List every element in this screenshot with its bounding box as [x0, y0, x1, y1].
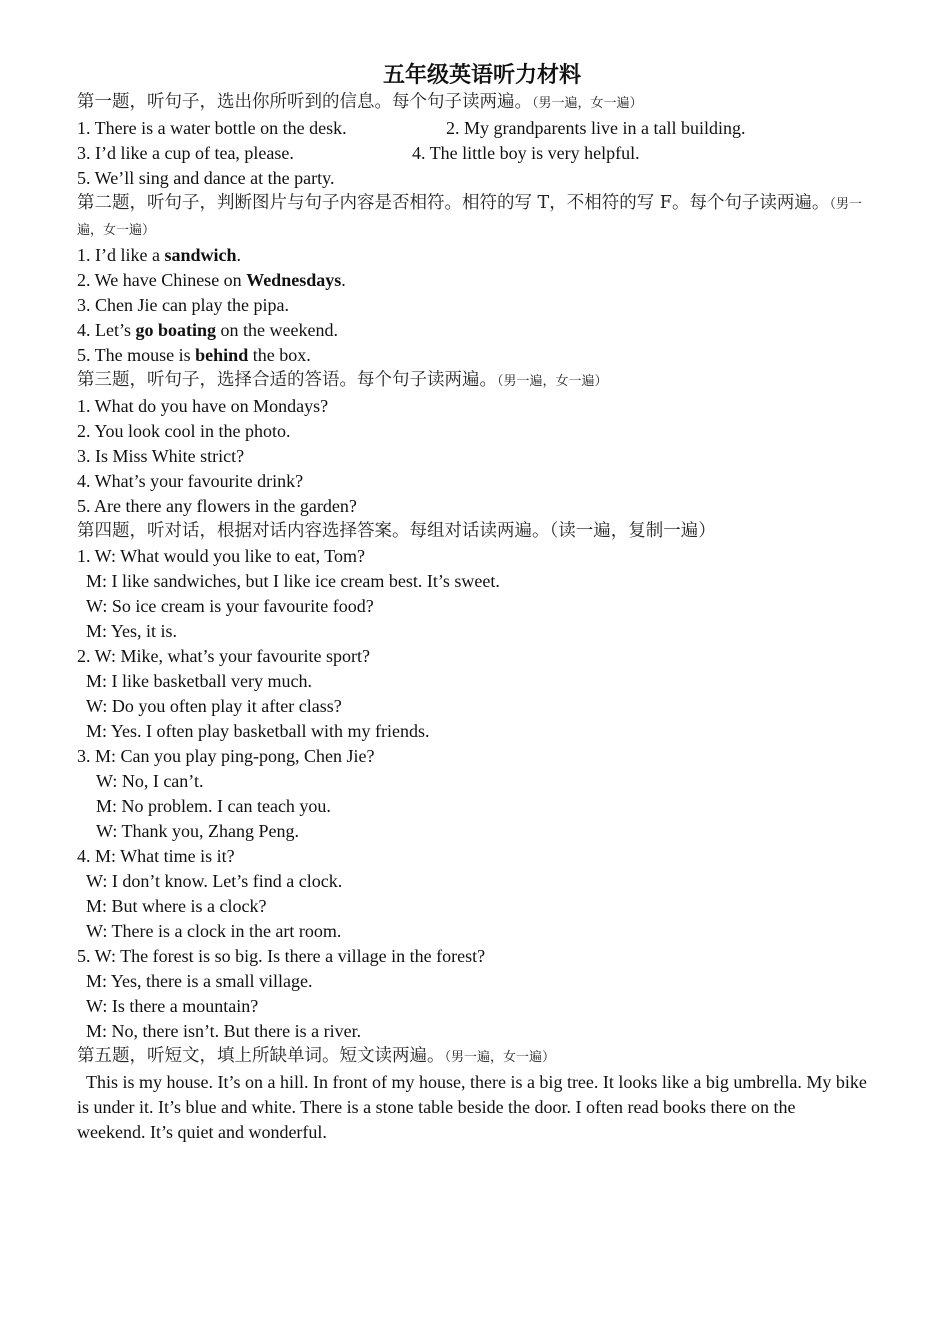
- part3-heading-text: 第三题，听句子，选择合适的答语。每个句子读两遍。: [77, 370, 497, 390]
- document-page: [77, 60, 867, 1145]
- part1-row-1: [77, 116, 867, 141]
- dialogue-1-line-1: 1. W: What would you like to eat, Tom?: [77, 546, 366, 566]
- dialogue-5-line-1: 5. W: The forest is so big. Is there a village in the forest?: [77, 946, 486, 966]
- part4-heading-note: （读一遍，复制一遍）: [549, 521, 716, 541]
- part1-heading-text: 第一题，听句子，选出你所听到的信息。每个句子读两遍。: [77, 92, 532, 112]
- dialogue-5-line-2: M: Yes, there is a small village.: [86, 971, 313, 991]
- part3-heading: [77, 368, 867, 394]
- part5-heading-text: 第五题，听短文，填上所缺单词。短文读两遍。: [77, 1046, 445, 1066]
- part2-heading-text: 第二题，听句子，判断图片与句子内容是否相符。相符的写 T，不相符的写 F。每个句子读两遍。: [77, 193, 830, 213]
- dialogue-3-line-4: W: Thank you, Zhang Peng.: [96, 821, 299, 841]
- part5-heading-note: （男一遍，女一遍）: [444, 1050, 556, 1065]
- dialogue-4-line-3: M: But where is a clock?: [86, 896, 267, 916]
- dialogue-5-line-3: W: Is there a mountain?: [86, 996, 259, 1016]
- dialogue-2-line-3: W: Do you often play it after class?: [86, 696, 342, 716]
- dialogue-3-line-2: W: No, I can’t.: [96, 771, 204, 791]
- part3-item-4: 4. What’s your favourite drink?: [77, 471, 304, 491]
- dialogue-4-line-2: W: I don’t know. Let’s find a clock.: [86, 871, 343, 891]
- part1-item-5: 5. We’ll sing and dance at the party.: [77, 168, 335, 188]
- part1-item-3: 3. I’d like a cup of tea, please.: [77, 143, 294, 163]
- part1-item-2: 2. My grandparents live in a tall building.: [446, 118, 746, 138]
- dialogue-3-line-1: 3. M: Can you play ping-pong, Chen Jie?: [77, 746, 375, 766]
- part1-item-1: 1. There is a water bottle on the desk.: [77, 118, 347, 138]
- dialogue-1-line-2: M: I like sandwiches, but I like ice cream best. It’s sweet.: [86, 571, 500, 591]
- part3-item-2: 2. You look cool in the photo.: [77, 421, 291, 441]
- part3-item-3: 3. Is Miss White strict?: [77, 446, 245, 466]
- part2-item-2: 2. We have Chinese on Wednesdays.: [77, 270, 346, 290]
- part4-heading: [77, 519, 867, 544]
- dialogue-2-line-1: 2. W: Mike, what’s your favourite sport?: [77, 646, 370, 666]
- document-title: 五年级英语听力材料: [382, 62, 581, 87]
- part3-item-5: 5. Are there any flowers in the garden?: [77, 496, 357, 516]
- part2-item-3: 3. Chen Jie can play the pipa.: [77, 295, 289, 315]
- part2-item-1: 1. I’d like a sandwich.: [77, 245, 241, 265]
- part1-heading: [77, 90, 867, 116]
- dialogue-2-line-2: M: I like basketball very much.: [86, 671, 312, 691]
- dialogue-5-line-4: M: No, there isn’t. But there is a river.: [86, 1021, 362, 1041]
- part2-item-5: 5. The mouse is behind the box.: [77, 345, 311, 365]
- part3-item-1: 1. What do you have on Mondays?: [77, 396, 329, 416]
- part1-heading-note: （男一遍，女一遍）: [532, 96, 643, 111]
- part2-item-4: 4. Let’s go boating on the weekend.: [77, 320, 338, 340]
- part2-heading: [77, 191, 867, 243]
- part5-passage: [77, 1070, 867, 1145]
- dialogue-2-line-4: M: Yes. I often play basketball with my friends.: [86, 721, 430, 741]
- part5-passage-text: This is my house. It’s on a hill. In front of my house, there is a big tree. It looks like a big umbrella. My bike is under it. It’s blue and white. There is a stone table beside the door. I often read books there on the weekend. It’s quiet and wonderful.: [77, 1072, 867, 1142]
- part3-heading-note: （男一遍，女一遍）: [497, 374, 608, 389]
- part5-heading: [77, 1044, 867, 1070]
- part4-heading-text: 第四题，听对话，根据对话内容选择答案。每组对话读两遍。: [77, 521, 550, 541]
- dialogue-4-line-4: W: There is a clock in the art room.: [86, 921, 342, 941]
- dialogue-4-line-1: 4. M: What time is it?: [77, 846, 235, 866]
- part1-item-4: 4. The little boy is very helpful.: [412, 143, 640, 163]
- part2-heading-note: （男一遍，女一遍）: [77, 197, 862, 238]
- dialogue-1-line-4: M: Yes, it is.: [86, 621, 178, 641]
- dialogue-1-line-3: W: So ice cream is your favourite food?: [86, 596, 374, 616]
- part1-row-2: [77, 141, 867, 166]
- dialogue-3-line-3: M: No problem. I can teach you.: [96, 796, 331, 816]
